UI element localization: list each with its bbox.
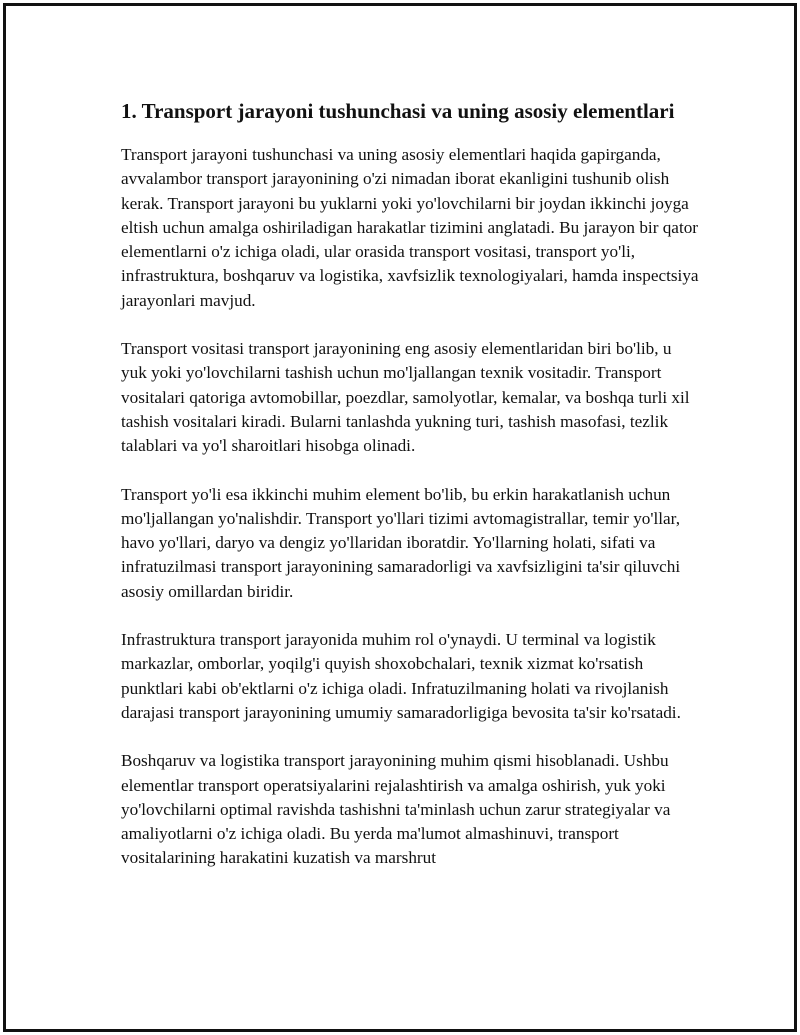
paragraph-3: Transport yo'li esa ikkinchi muhim element bo'lib, bu erkin harakatlanish uchun mo'ljallangan yo'nalishdir. Transport yo'llari tizimi avtomagistrallar, temir yo'llar, havo yo'llari, daryo va dengiz yo'llaridan iboratdir. Yo'llarning holati, sifati va infratuzilmasi transport jarayonining samaradorligi va xavfsizligini ta'sir qiluvchi asosiy omillardan biridir. xyxy=(121,484,681,601)
paragraph-2: Transport vositasi transport jarayonining eng asosiy elementlaridan biri bo'lib, u yuk yoki yo'lovchilarni tashish uchun mo'ljallangan texnik vositadir. Transport vositalari qatoriga avtomobillar, poezdlar, samolyotlar, kemalar, va boshqa turli xil tashish vositalari kiradi. Bularni tanlashda yukning turi, tashish masofasi, tezlik talablari va yo'l sharoitlari hisobga olinadi. xyxy=(121,339,690,456)
page-frame xyxy=(3,3,797,1032)
section-title: 1. Transport jarayoni tushunchasi va uning asosiy elementlari xyxy=(121,99,675,123)
paragraph-5: Boshqaruv va logistika transport jarayonining muhim qismi hisoblanadi. Ushbu elementlar transport operatsiyalarini rejalashtirish va amalga oshirish, yuk yoki yo'lovchilarni optimal ravishda tashishni ta'minlash uchun zarur strategiyalar va amaliyotlarni o'z ichiga oladi. Bu yerda ma'lumot almashinuvi, transport vositalarining harakatini kuzatish va marshrut xyxy=(121,751,671,868)
paragraph-4: Infrastruktura transport jarayonida muhim rol o'ynaydi. U terminal va logistik markazlar, omborlar, yoqilg'i quyish shoxobchalari, texnik xizmat ko'rsatish punktlari kabi ob'ektlarni o'z ichiga oladi. Infratuzilmaning holati va rivojlanish darajasi transport jarayonining umumiy samaradorligiga bevosita ta'sir ko'rsatadi. xyxy=(121,630,681,722)
document-body xyxy=(121,97,701,895)
paragraph-1: Transport jarayoni tushunchasi va uning asosiy elementlari haqida gapirganda, avvalambor transport jarayonining o'zi nimadan iborat ekanligini tushunib olish kerak. Transport jarayoni bu yuklarni yoki yo'lovchilarni bir joydan ikkinchi joyga eltish uchun amalga oshiriladigan harakatlar tizimini anglatadi. Bu jarayon bir qator elementlarni o'z ichiga oladi, ular orasida transport vositasi, transport yo'li, infrastruktura, boshqaruv va logistika, xavfsizlik texnologiyalari, hamda inspectsiya jarayonlari mavjud. xyxy=(121,145,699,310)
